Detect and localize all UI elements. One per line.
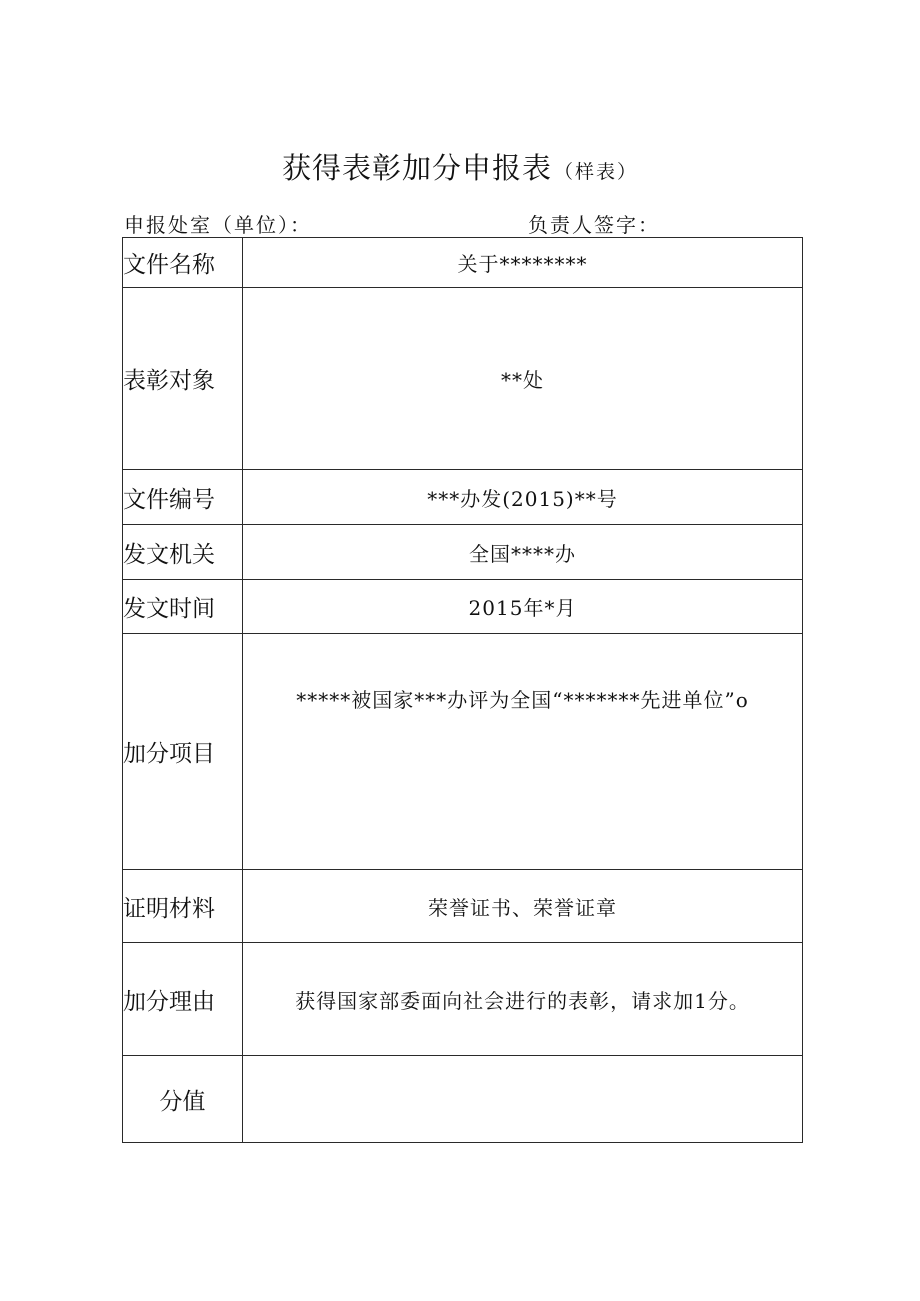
bonus-item-value: *****被国家***办评为全国“*******先进单位”o bbox=[243, 634, 803, 870]
form-title: 获得表彰加分申报表 bbox=[281, 151, 552, 185]
file-name-value: 关于******** bbox=[243, 238, 803, 288]
page-title bbox=[0, 146, 920, 187]
issuing-authority-value: 全国****办 bbox=[243, 525, 803, 580]
row-label-bonus-reason: 加分理由 bbox=[123, 943, 243, 1056]
table-row bbox=[123, 634, 803, 870]
row-label-supporting-materials: 证明材料 bbox=[123, 870, 243, 943]
row-label-file-name: 文件名称 bbox=[123, 238, 243, 288]
dept-label: 申报处室（单位）： bbox=[124, 213, 312, 237]
row-label-issuing-authority: 发文机关 bbox=[123, 525, 243, 580]
row-label-file-number: 文件编号 bbox=[123, 470, 243, 525]
table-row bbox=[123, 470, 803, 525]
table-row bbox=[123, 238, 803, 288]
score-value bbox=[243, 1056, 803, 1143]
table-row bbox=[123, 288, 803, 470]
row-label-score: 分值 bbox=[123, 1056, 243, 1143]
supporting-materials-value: 荣誉证书、荣誉证章 bbox=[243, 870, 803, 943]
signature-label: 负责人签字： bbox=[528, 213, 660, 237]
issue-date-value: 2015年*月 bbox=[243, 580, 803, 634]
table-row bbox=[123, 943, 803, 1056]
file-number-value: ***办发(2015)**号 bbox=[243, 470, 803, 525]
row-label-commendation-target: 表彰对象 bbox=[123, 288, 243, 470]
table-row bbox=[123, 870, 803, 943]
row-label-bonus-item: 加分项目 bbox=[123, 634, 243, 870]
commendation-target-value: **处 bbox=[243, 288, 803, 470]
table-row bbox=[123, 580, 803, 634]
form-title-note: （样表） bbox=[554, 161, 639, 183]
application-form-table bbox=[122, 237, 803, 1143]
bonus-reason-value: 获得国家部委面向社会进行的表彰，请求加1分。 bbox=[243, 943, 803, 1056]
table-row bbox=[123, 1056, 803, 1143]
table-row bbox=[123, 525, 803, 580]
row-label-issue-date: 发文时间 bbox=[123, 580, 243, 634]
